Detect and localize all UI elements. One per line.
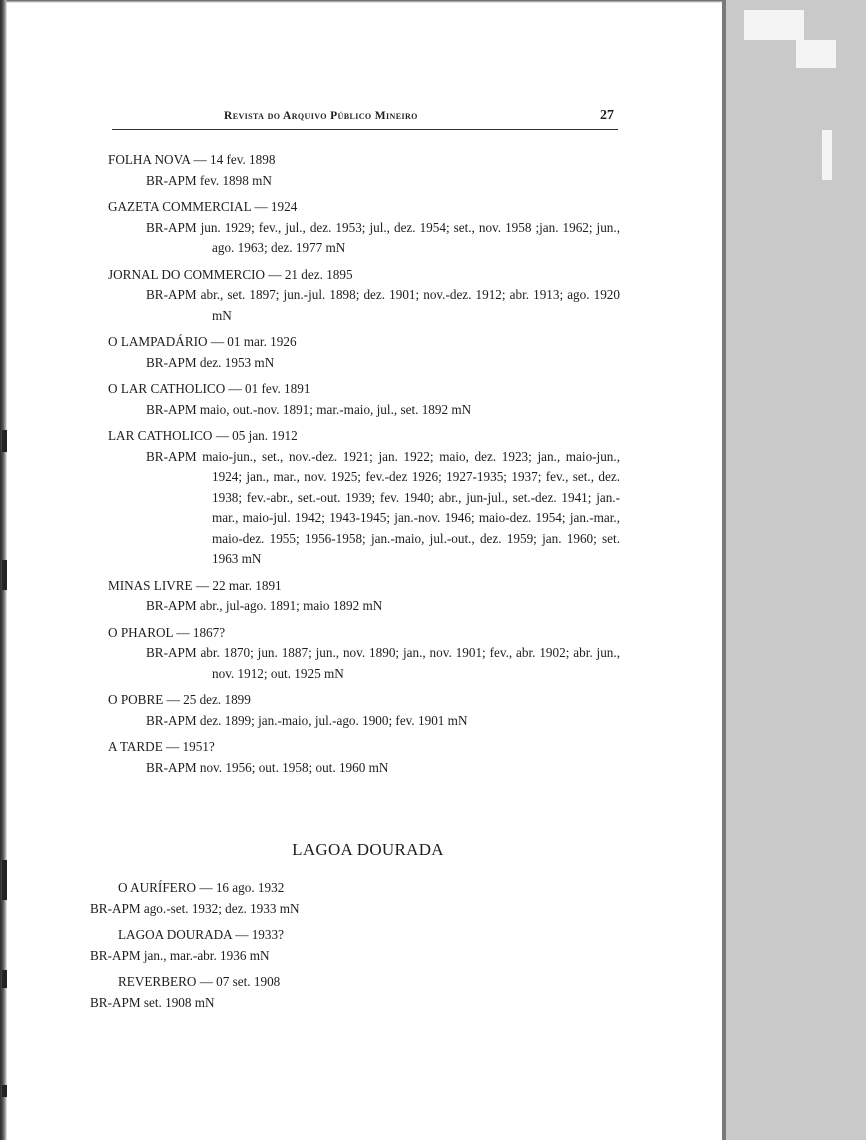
list-item — [108, 332, 624, 373]
newspaper-title: O AURÍFERO — 16 ago. 1932 — [118, 880, 285, 895]
holdings-text: BR-APM ago.-set. 1932; dez. 1933 mN — [90, 900, 300, 916]
holdings-text: BR-APM fev. 1898 mN — [146, 172, 272, 188]
holdings-text: BR-APM maio, out.-nov. 1891; mar.-maio, jul., set. 1892 mN — [146, 401, 472, 417]
scan-speck — [2, 560, 7, 590]
newspaper-title: LAGOA DOURADA — 1933? — [118, 927, 284, 942]
list-item — [90, 972, 624, 1013]
holdings-text: BR-APM dez. 1899; jan.-maio, jul.-ago. 1900; fev. 1901 mN — [146, 712, 468, 728]
section-heading-text: LAGOA DOURADA — [292, 840, 444, 859]
scan-speck — [2, 860, 7, 900]
running-header — [112, 106, 618, 128]
list-item — [90, 925, 624, 966]
list-item — [108, 265, 624, 327]
holdings-text: BR-APM dez. 1953 mN — [146, 354, 275, 370]
page-number: 27 — [600, 108, 614, 123]
newspaper-title: O LAR CATHOLICO — 01 fev. 1891 — [108, 381, 311, 396]
newspaper-title: MINAS LIVRE — 22 mar. 1891 — [108, 577, 282, 593]
newspaper-title: O LAMPADÁRIO — 01 mar. 1926 — [108, 334, 297, 349]
list-item — [108, 379, 624, 420]
holdings-text: BR-APM abr., set. 1897; jun.-jul. 1898; dez. 1901; nov.-dez. 1912; abr. 1913; ago. 1920 mN — [146, 287, 620, 323]
newspaper-title: REVERBERO — 07 set. 1908 — [118, 974, 281, 989]
holdings-text: BR-APM jun. 1929; fev., jul., dez. 1953; jul., dez. 1954; set., nov. 1958 ;jan. 1962; jun., ago. 1963; dez. 1977 mN — [146, 219, 620, 255]
holdings-text: BR-APM set. 1908 mN — [90, 994, 215, 1010]
holdings-text: BR-APM jan., mar.-abr. 1936 mN — [90, 947, 270, 963]
holdings-text: BR-APM nov. 1956; out. 1958; out. 1960 mN — [146, 759, 389, 775]
section-heading — [0, 840, 722, 860]
newspaper-title: GAZETA COMMERCIAL — 1924 — [108, 199, 298, 214]
newspaper-title: O PHAROL — 1867? — [108, 624, 226, 640]
newspaper-title: JORNAL DO COMMERCIO — 21 dez. 1895 — [108, 266, 353, 282]
newspaper-title: A TARDE — 1951? — [108, 739, 215, 754]
list-item — [108, 623, 624, 685]
scan-top-edge — [0, 0, 730, 3]
scan-blotch — [796, 40, 836, 68]
journal-title: Revista do Arquivo Público Mineiro — [224, 110, 418, 122]
list-item — [90, 878, 624, 919]
list-item — [108, 150, 624, 191]
list-item — [108, 426, 624, 570]
scan-blotch — [744, 10, 804, 40]
holdings-text: BR-APM abr., jul-ago. 1891; maio 1892 mN — [146, 598, 383, 613]
newspaper-list — [108, 150, 624, 784]
list-item — [108, 197, 624, 259]
section-newspaper-list — [90, 878, 624, 1019]
scan-right-edge — [722, 0, 866, 1140]
scan-speck — [2, 1085, 7, 1097]
holdings-text: BR-APM maio-jun., set., nov.-dez. 1921; jan. 1922; maio, dez. 1923; jan., maio-jun., 1924; jan., mar., nov. 1925; fev.-dez 1926; 1927-1935; 1937; fev., set., dez. 1938; fev.-abr., set.-out. 1939; fev. 1940; abr., jun-jul., set.-dez. 1941; jan.-mar., maio-jul. 1942; 1943-1945; jan.-nov. 1946; maio-dez. 1954; jan.-mar., maio-dez. 1955; 1956-1958; jan.-maio, jul.-out., dez. 1959; jan. 1960; set. 1963 mN — [146, 448, 620, 566]
list-item — [108, 576, 624, 617]
scan-blotch — [822, 130, 832, 180]
list-item — [108, 690, 624, 731]
newspaper-title: O POBRE — 25 dez. 1899 — [108, 692, 251, 707]
newspaper-title: LAR CATHOLICO — 05 jan. 1912 — [108, 428, 298, 443]
holdings-text: BR-APM abr. 1870; jun. 1887; jun., nov. 1890; jan., nov. 1901; fev., abr. 1902; abr. jun., nov. 1912; out. 1925 mN — [146, 645, 620, 681]
scan-speck — [2, 970, 7, 988]
list-item — [108, 737, 624, 778]
newspaper-title: FOLHA NOVA — 14 fev. 1898 — [108, 152, 276, 167]
header-rule — [112, 129, 618, 130]
scan-speck — [2, 430, 7, 452]
